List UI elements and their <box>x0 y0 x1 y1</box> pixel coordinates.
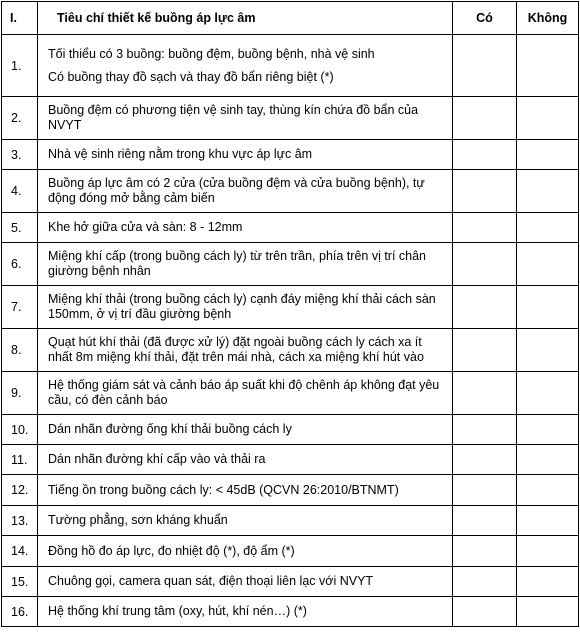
section-number: I. <box>2 2 38 35</box>
criterion-line: Hệ thống giám sát và cảnh báo áp suất khi độ chênh áp không đạt yêu cầu, có đèn cảnh báo <box>48 378 440 407</box>
table-row <box>2 140 579 170</box>
criterion-line: Khe hở giữa cửa và sàn: 8 - 12mm <box>48 220 243 234</box>
row-number: 9. <box>2 372 38 415</box>
checkbox-cell-no[interactable] <box>517 415 579 445</box>
criterion-text <box>38 597 453 627</box>
row-number: 8. <box>2 329 38 372</box>
criterion-text <box>38 286 453 329</box>
checkbox-cell-no[interactable] <box>517 506 579 536</box>
checkbox-cell-yes[interactable] <box>453 506 517 536</box>
row-number: 5. <box>2 213 38 243</box>
table-row <box>2 35 579 97</box>
criterion-text <box>38 35 453 97</box>
checkbox-cell-no[interactable] <box>517 372 579 415</box>
checkbox-cell-yes[interactable] <box>453 329 517 372</box>
checkbox-cell-no[interactable] <box>517 170 579 213</box>
checkbox-cell-yes[interactable] <box>453 140 517 170</box>
criteria-rows <box>2 35 579 627</box>
criterion-text <box>38 97 453 140</box>
criterion-line: Hệ thống khí trung tâm (oxy, hút, khí nén…) (*) <box>48 604 307 618</box>
row-number: 13. <box>2 506 38 536</box>
table-header-row <box>2 2 579 35</box>
checkbox-cell-no[interactable] <box>517 445 579 475</box>
table-row <box>2 567 579 597</box>
column-no-header: Không <box>517 2 579 35</box>
checkbox-cell-yes[interactable] <box>453 415 517 445</box>
criterion-line: Dán nhãn đường ống khí thải buồng cách ly <box>48 422 292 436</box>
checkbox-cell-yes[interactable] <box>453 286 517 329</box>
checkbox-cell-yes[interactable] <box>453 170 517 213</box>
row-number: 2. <box>2 97 38 140</box>
checkbox-cell-no[interactable] <box>517 329 579 372</box>
criterion-line: Tối thiểu có 3 buồng: buồng đệm, buồng bệnh, nhà vệ sinh <box>48 46 375 61</box>
checkbox-cell-no[interactable] <box>517 140 579 170</box>
criterion-text <box>38 213 453 243</box>
table-row <box>2 536 579 567</box>
table-row <box>2 372 579 415</box>
table-row <box>2 597 579 627</box>
row-number: 11. <box>2 445 38 475</box>
table-row <box>2 286 579 329</box>
checkbox-cell-no[interactable] <box>517 597 579 627</box>
criteria-table <box>1 1 579 627</box>
checkbox-cell-yes[interactable] <box>453 475 517 506</box>
checkbox-cell-yes[interactable] <box>453 445 517 475</box>
criterion-line: Miệng khí thải (trong buồng cách ly) cạnh đáy miệng khí thải cách sàn 150mm, ở vị trí đầu giường bệnh <box>48 292 436 321</box>
table-row <box>2 445 579 475</box>
criterion-line: Buồng áp lực âm có 2 cửa (cửa buồng đệm và cửa buồng bệnh), tự động đóng mở bằng cảm biến <box>48 176 425 205</box>
row-number: 14. <box>2 536 38 567</box>
row-number: 12. <box>2 475 38 506</box>
checkbox-cell-no[interactable] <box>517 35 579 97</box>
row-number: 1. <box>2 35 38 97</box>
table-row <box>2 97 579 140</box>
row-number: 6. <box>2 243 38 286</box>
checkbox-cell-yes[interactable] <box>453 536 517 567</box>
table-row <box>2 170 579 213</box>
criterion-line: Tiếng ồn trong buồng cách ly: < 45dB (QCVN 26:2010/BTNMT) <box>48 482 399 497</box>
row-number: 15. <box>2 567 38 597</box>
column-yes-header: Có <box>453 2 517 35</box>
criterion-line: Buồng đệm có phương tiện vệ sinh tay, thùng kín chứa đồ bẩn của NVYT <box>48 103 419 132</box>
checkbox-cell-yes[interactable] <box>453 97 517 140</box>
checkbox-cell-yes[interactable] <box>453 35 517 97</box>
checkbox-cell-yes[interactable] <box>453 567 517 597</box>
criterion-line: Quạt hút khí thải (đã được xử lý) đặt ngoài buồng cách ly cách xa ít nhất 8m miệng khí thải, đặt trên mái nhà, cách xa miệng khí hút vào <box>48 335 424 364</box>
criterion-line: Nhà vệ sinh riêng nằm trong khu vực áp lực âm <box>48 147 313 161</box>
checkbox-cell-yes[interactable] <box>453 213 517 243</box>
row-number: 16. <box>2 597 38 627</box>
table-row <box>2 213 579 243</box>
checkbox-cell-no[interactable] <box>517 286 579 329</box>
row-number: 4. <box>2 170 38 213</box>
criterion-line: Có buồng thay đồ sạch và thay đồ bẩn riêng biệt (*) <box>48 69 334 84</box>
table-row <box>2 329 579 372</box>
criterion-text <box>38 329 453 372</box>
criterion-text <box>38 243 453 286</box>
criterion-line: Chuông gọi, camera quan sát, điện thoại liên lạc với NVYT <box>48 574 374 588</box>
criterion-line: Đồng hồ đo áp lực, đo nhiệt độ (*), độ ẩm (*) <box>48 543 295 558</box>
checkbox-cell-no[interactable] <box>517 243 579 286</box>
criterion-text <box>38 372 453 415</box>
table-row <box>2 506 579 536</box>
row-number: 3. <box>2 140 38 170</box>
table-row <box>2 415 579 445</box>
checkbox-cell-no[interactable] <box>517 97 579 140</box>
criterion-text <box>38 415 453 445</box>
criterion-text <box>38 445 453 475</box>
criterion-text <box>38 506 453 536</box>
criterion-line: Miệng khí cấp (trong buồng cách ly) từ trên trần, phía trên vị trí chân giường bệnh nhân <box>48 249 427 278</box>
table-row <box>2 243 579 286</box>
criterion-text <box>38 140 453 170</box>
row-number: 7. <box>2 286 38 329</box>
checkbox-cell-no[interactable] <box>517 475 579 506</box>
table-row <box>2 475 579 506</box>
criterion-line: Tường phẳng, sơn kháng khuẩn <box>48 513 228 527</box>
checkbox-cell-no[interactable] <box>517 213 579 243</box>
criterion-text <box>38 170 453 213</box>
checkbox-cell-yes[interactable] <box>453 597 517 627</box>
criterion-text <box>38 475 453 506</box>
section-title: Tiêu chí thiết kế buồng áp lực âm <box>38 2 453 35</box>
checkbox-cell-no[interactable] <box>517 536 579 567</box>
checkbox-cell-yes[interactable] <box>453 372 517 415</box>
row-number: 10. <box>2 415 38 445</box>
checkbox-cell-no[interactable] <box>517 567 579 597</box>
criterion-text <box>38 536 453 567</box>
criterion-line: Dán nhãn đường khí cấp vào và thải ra <box>48 452 266 466</box>
checkbox-cell-yes[interactable] <box>453 243 517 286</box>
criterion-text <box>38 567 453 597</box>
